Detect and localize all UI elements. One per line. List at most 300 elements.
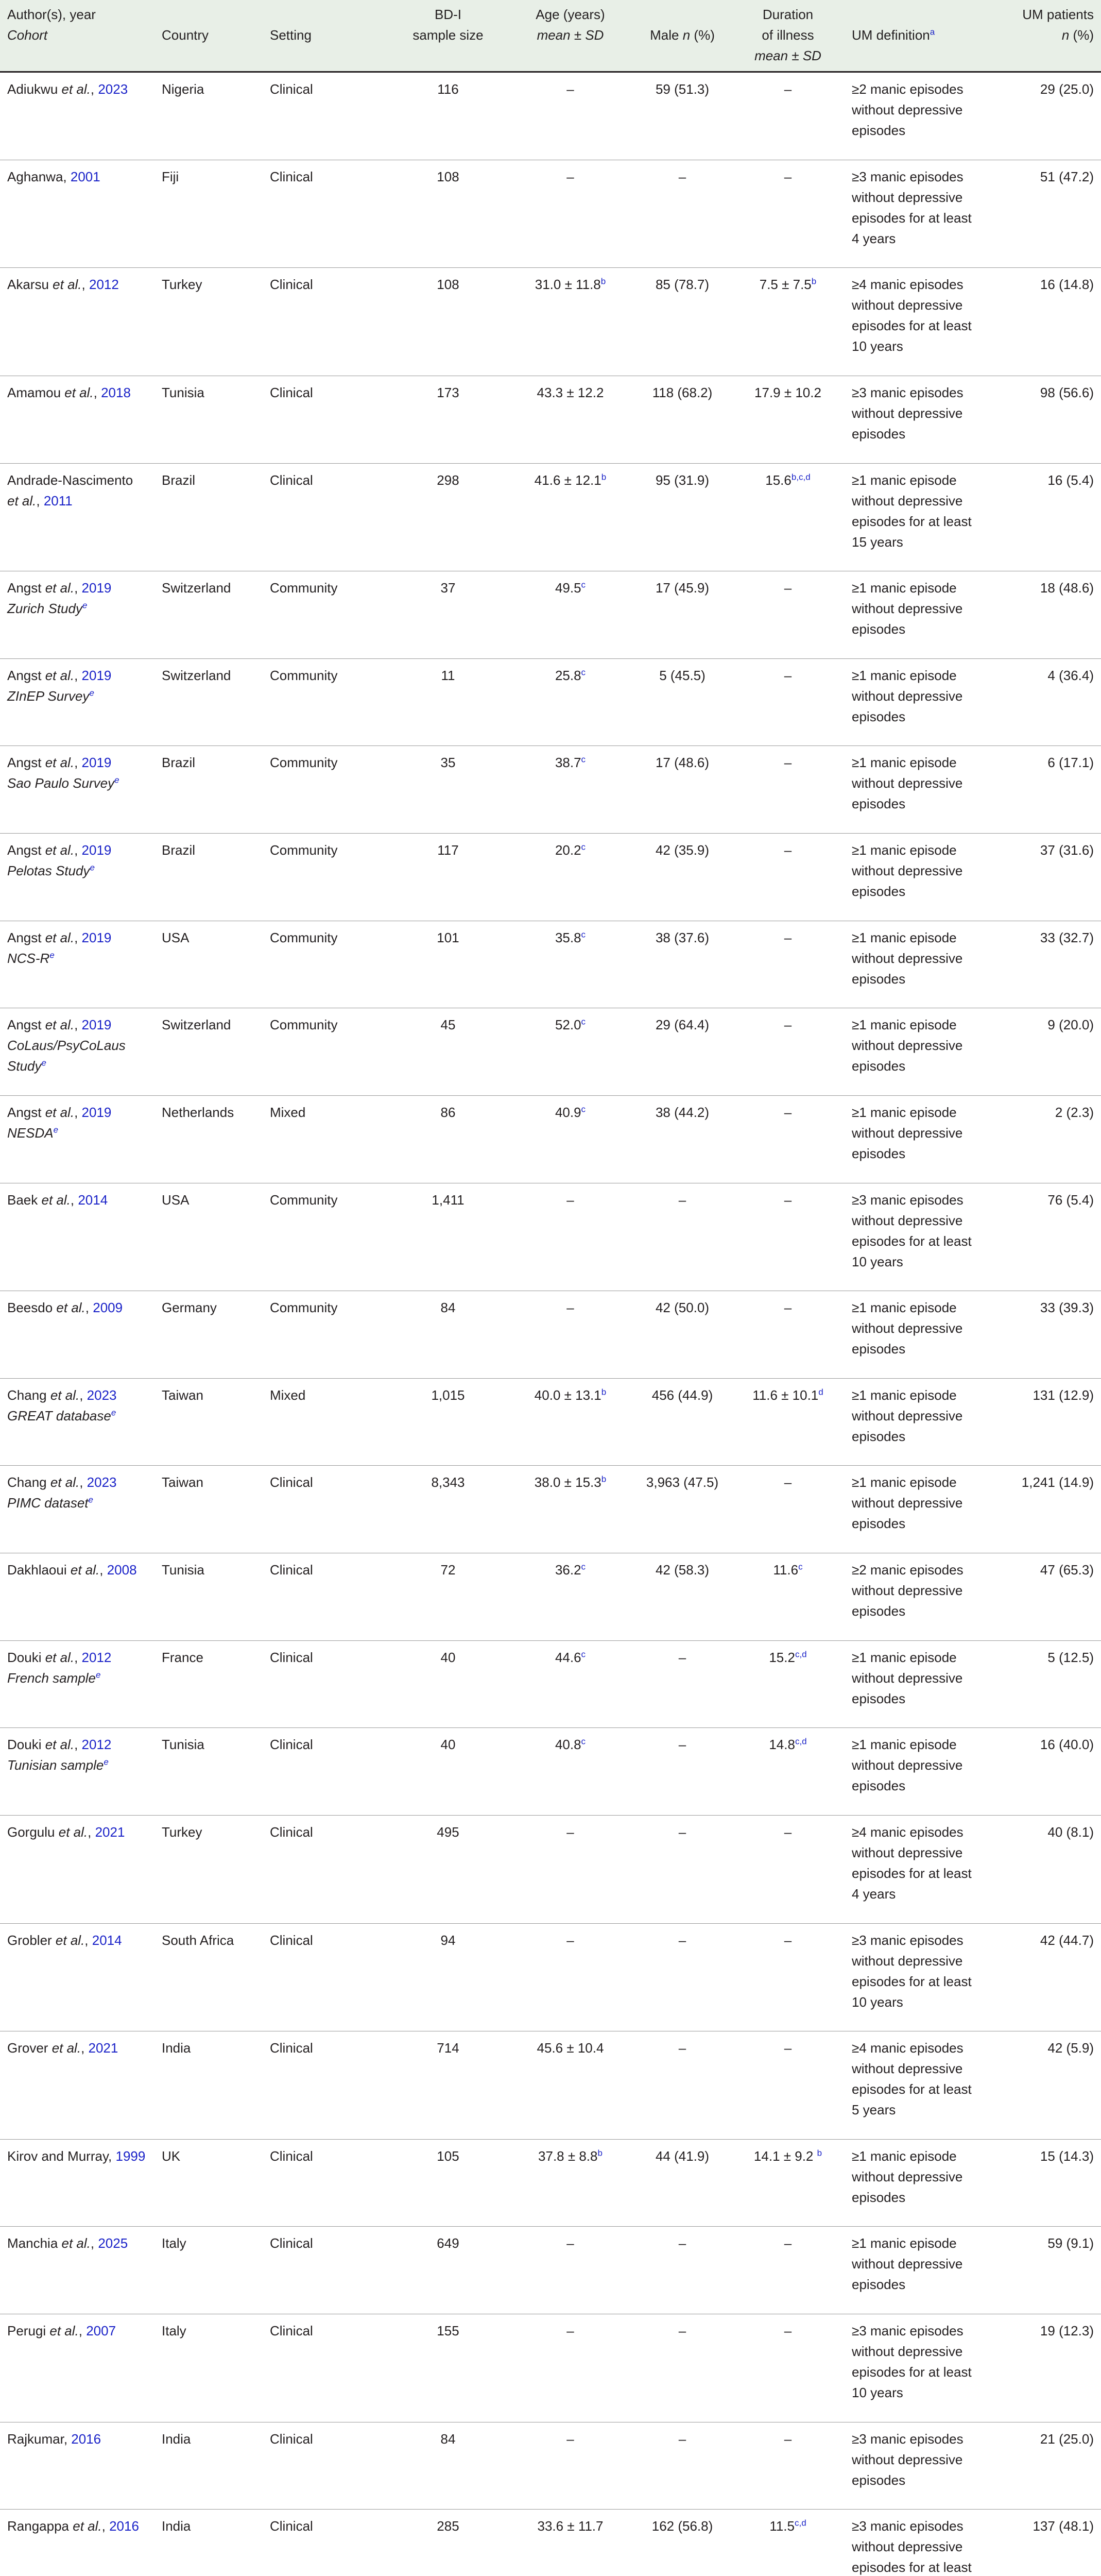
cell-sample-size: 649 [389,2227,507,2314]
table-row [0,1008,1101,1096]
cell-setting: Community [263,1291,389,1379]
cell-country: Taiwan [154,1466,263,1553]
cell-duration: – [731,1008,845,1096]
cell-age: 31.0 ± 11.8$^b$ [507,268,633,376]
table-row [0,1553,1101,1641]
cell-setting: Clinical [263,1640,389,1728]
cell-author: Chang et al., 2023 GREAT database$^e$ [0,1378,154,1466]
footnote-marker: d [818,1387,823,1397]
cell-duration: 14.1 ± 9.2 $^b$ [731,2139,845,2227]
et-al: et al. [45,667,75,683]
author-name: Baek [7,1192,42,1208]
cell-um-patients: 98 (56.6) [981,376,1101,463]
table-row [0,921,1101,1008]
cell-setting: Clinical [263,2422,389,2510]
cell-sample-size: 105 [389,2139,507,2227]
table-body [0,72,1101,2576]
cell-age: – [507,1291,633,1379]
cell-sample-size: 298 [389,463,507,571]
cell-um-patients: 16 (40.0) [981,1728,1101,1816]
table-row [0,1183,1101,1291]
cell-country: Italy [154,2314,263,2422]
cell-age: – [507,2314,633,2422]
table-row [0,1728,1101,1816]
reference-year-link[interactable]: 2012 [81,1737,112,1753]
cell-sample-size: 108 [389,160,507,268]
footnote-marker: b [601,1387,607,1397]
cell-country: Switzerland [154,1008,263,1096]
table-row [0,2422,1101,2510]
cell-um-patients: 6 (17.1) [981,746,1101,834]
et-al: et al. [49,2323,79,2338]
reference-year-link[interactable]: 1999 [115,2148,146,2164]
cell-age: – [507,2422,633,2510]
cell-setting: Clinical [263,1923,389,2031]
cell-um-patients: 47 (65.3) [981,1553,1101,1641]
cell-setting: Clinical [263,2031,389,2140]
reference-year-link[interactable]: 2001 [70,168,100,184]
cell-sample-size: 84 [389,1291,507,1379]
cell-duration: 11.6 ± 10.1$^d$ [731,1378,845,1466]
reference-year-link[interactable]: 2021 [88,2040,118,2056]
cell-sample-size: 45 [389,1008,507,1096]
cell-um-definition: ≥1 manic episode without depressive episodes [845,2227,981,2314]
cell-um-patients: 15 (14.3) [981,2139,1101,2227]
header-bdi-sample-size: BD-I sample size [389,0,507,72]
cohort-name: NCS-$R^e$ [7,950,55,966]
reference-year-link[interactable]: 2016 [71,2431,101,2447]
author-name: Angst [7,1017,45,1033]
cell-male: 162 (56.8) [633,2510,731,2576]
cell-um-definition: ≥1 manic episode without depressive episodes [845,921,981,1008]
et-al: et al. [45,1104,75,1120]
footnote-marker: c [581,842,586,852]
cell-sample-size: 1,411 [389,1183,507,1291]
cell-setting: Clinical [263,376,389,463]
cell-author: Grobler et al., 2014 [0,1923,154,2031]
cell-um-definition: ≥4 manic episodes without depressive episodes for at least 5 years [845,2031,981,2140]
footnote-marker: c [798,1562,803,1572]
cell-male: 59 (51.3) [633,72,731,160]
cell-age: 38.7$^c$ [507,746,633,834]
cell-um-patients: 37 (31.6) [981,834,1101,921]
cell-duration: – [731,160,845,268]
cell-male: 42 (58.3) [633,1553,731,1641]
cell-duration: 15.2$^{c,d}$ [731,1640,845,1728]
cell-setting: Community [263,571,389,659]
footnote-marker: b,c,d [791,471,811,482]
et-al: et al. [56,1300,85,1316]
cell-sample-size: 8,343 [389,1466,507,1553]
cell-age: – [507,1923,633,2031]
table-row [0,1640,1101,1728]
cell-age: 20.2$^c$ [507,834,633,921]
author-name: Andrade-Nascimento [7,472,133,488]
author-name: Gorgulu [7,1824,59,1840]
author-name: Angst [7,929,45,945]
cell-um-patients: 42 (5.9) [981,2031,1101,2140]
reference-year-link[interactable]: 2019 [81,929,112,945]
et-al: et al. [45,929,75,945]
cell-author: Baek et al., 2014 [0,1183,154,1291]
cell-setting: Clinical [263,2314,389,2422]
cell-male: 118 (68.2) [633,376,731,463]
author-name: Adiukwu [7,81,62,97]
et-al: et al. [61,81,91,97]
reference-year-link[interactable]: 2019 [81,667,112,683]
table-row [0,834,1101,921]
cell-male: 456 (44.9) [633,1378,731,1466]
footnote-marker: b [811,276,817,286]
reference-year-link[interactable]: 2011 [43,493,73,509]
cell-um-definition: ≥2 manic episodes without depressive episodes [845,72,981,160]
reference-year-link[interactable]: 2019 [81,1017,112,1033]
cell-author: Gorgulu et al., 2021 [0,1815,154,1923]
cell-um-patients: 42 (44.7) [981,1923,1101,2031]
cohort-name: CoLaus/PsyCoLaus Study$^e$ [7,1038,126,1074]
cell-um-definition: ≥4 manic episodes without depressive episodes for at least 4 years [845,1815,981,1923]
cell-um-patients: 33 (32.7) [981,921,1101,1008]
cell-setting: Community [263,834,389,921]
cell-sample-size: 108 [389,268,507,376]
cell-duration: – [731,921,845,1008]
table-header [0,0,1101,72]
table-row [0,1466,1101,1553]
cell-age: 33.6 ± 11.7 [507,2510,633,2576]
reference-year-link[interactable]: 2014 [78,1192,108,1208]
header-um-definition: UM definition$^a$ [845,0,981,72]
header-author: Author(s), year Cohort [0,0,154,72]
cell-country: Brazil [154,834,263,921]
cell-setting: Community [263,1183,389,1291]
cohort-name: Pelotas Study$^e$ [7,862,95,878]
table-row [0,2139,1101,2227]
cell-sample-size: 40 [389,1640,507,1728]
footnote-marker: c,d [795,2518,806,2528]
reference-year-link[interactable]: 2021 [95,1824,125,1840]
footnote-marker: c [581,1736,586,1747]
cell-sample-size: 94 [389,1923,507,2031]
cell-um-patients: 29 (25.0) [981,72,1101,160]
cell-duration: – [731,2422,845,2510]
cell-sample-size: 714 [389,2031,507,2140]
cell-um-definition: ≥1 manic episode without depressive episodes [845,746,981,834]
table-row [0,1815,1101,1923]
cell-author [0,2139,154,2227]
cell-age: 38.0 ± 15.3$^b$ [507,1466,633,1553]
cell-author: Rangappa et al., 2016 [0,2510,154,2576]
footnote-marker: b [600,276,606,286]
cell-setting: Clinical [263,1728,389,1816]
cell-author [0,160,154,268]
header-country: Country [154,0,263,72]
cell-duration: – [731,658,845,746]
cell-um-definition: ≥1 manic episode without depressive episodes [845,571,981,659]
et-al: et al. [53,277,82,293]
et-al: et al. [45,1017,75,1033]
cell-setting: Clinical [263,268,389,376]
cell-male: – [633,2227,731,2314]
cell-country: Taiwan [154,1378,263,1466]
author-name: Douki [7,1737,45,1753]
et-al: et al. [45,842,75,858]
cell-duration: 11.5$^{c,d}$ [731,2510,845,2576]
cell-country: Turkey [154,268,263,376]
cell-age: 52.0$^c$ [507,1008,633,1096]
reference-year-link[interactable]: 2016 [109,2518,139,2534]
footnote-marker: b [601,471,607,482]
reference-year-link[interactable]: 2019 [81,755,112,771]
table-row [0,2227,1101,2314]
cell-um-patients: 76 (5.4) [981,1183,1101,1291]
cell-sample-size: 116 [389,72,507,160]
reference-year-link[interactable]: 2012 [89,277,119,293]
cell-duration: 14.8$^{c,d}$ [731,1728,845,1816]
cell-um-patients: 40 (8.1) [981,1815,1101,1923]
cell-um-definition: ≥3 manic episodes without depressive episodes for at least 4 years [845,160,981,268]
cell-setting: Community [263,1008,389,1096]
cell-duration: – [731,2031,845,2140]
cell-author: Douki et al., 2012 French sample$^e$ [0,1640,154,1728]
cell-um-definition: ≥1 manic episode without depressive episodes [845,1291,981,1379]
author-name: Aghanwa, [7,168,71,184]
table-row [0,268,1101,376]
cell-setting: Community [263,921,389,1008]
cell-age: 25.8$^c$ [507,658,633,746]
cell-um-patients: 9 (20.0) [981,1008,1101,1096]
cell-um-definition: ≥1 manic episode without depressive episodes [845,834,981,921]
footnote-marker: b [817,2148,822,2158]
footnote-marker: c [581,1016,586,1027]
cell-author [0,2422,154,2510]
cell-age: – [507,1183,633,1291]
cell-age: 44.6$^c$ [507,1640,633,1728]
cell-um-definition: ≥2 manic episodes without depressive episodes [845,1553,981,1641]
footnote-marker: c,d [795,1736,807,1747]
cell-duration: – [731,1815,845,1923]
author-name: Grobler [7,1932,56,1948]
cell-country: UK [154,2139,263,2227]
cell-duration: – [731,2314,845,2422]
cell-duration: 11.6$^c$ [731,1553,845,1641]
cell-country: Nigeria [154,72,263,160]
reference-year-link[interactable]: 2018 [101,384,131,400]
cell-country: Switzerland [154,571,263,659]
et-al: et al. [45,755,75,771]
cell-um-patients: 2 (2.3) [981,1095,1101,1183]
cell-country: Italy [154,2227,263,2314]
author-name: Chang [7,1475,50,1490]
cell-male: – [633,1183,731,1291]
cell-sample-size: 285 [389,2510,507,2576]
cell-country: India [154,2422,263,2510]
cell-author: Manchia et al., 2025 [0,2227,154,2314]
footnote-marker: c [581,1649,586,1659]
cell-um-definition: ≥4 manic episodes without depressive episodes for at least 10 years [845,268,981,376]
et-al: et al. [7,493,37,509]
cell-duration: – [731,1183,845,1291]
table-row [0,1923,1101,2031]
cell-author: Angst et al., 2019 NESDA$^e$ [0,1095,154,1183]
table-row [0,160,1101,268]
cell-um-patients: 5 (12.5) [981,1640,1101,1728]
cell-setting: Mixed [263,1095,389,1183]
cohort-name: Tunisian sample$^e$ [7,1757,109,1773]
cell-um-patients: 16 (5.4) [981,463,1101,571]
cohort-name: ZInEP Survey$^e$ [7,688,94,704]
reference-year-link[interactable]: 2023 [87,1387,117,1403]
cell-country: Tunisia [154,376,263,463]
reference-year-link[interactable]: 2009 [93,1300,123,1316]
cell-setting: Clinical [263,463,389,571]
cell-male: – [633,2314,731,2422]
author-name: Grover [7,2040,52,2056]
cell-author: Dakhlaoui et al., 2008 [0,1553,154,1641]
cell-author: Grover et al., 2021 [0,2031,154,2140]
cell-sample-size: 173 [389,376,507,463]
cell-male: 85 (78.7) [633,268,731,376]
cell-duration: – [731,1923,845,2031]
cell-setting: Clinical [263,2510,389,2576]
footnote-marker: c [581,1104,586,1114]
author-name: Rajkumar, [7,2431,72,2447]
cell-um-definition: ≥1 manic episode without depressive episodes for at least 15 years [845,463,981,571]
cell-um-patients: 131 (12.9) [981,1378,1101,1466]
et-al: et al. [61,2235,91,2251]
cell-male: 29 (64.4) [633,1008,731,1096]
cell-um-definition: ≥1 manic episode without depressive episodes [845,1378,981,1466]
cell-male: – [633,1923,731,2031]
cell-male: 5 (45.5) [633,658,731,746]
reference-year-link[interactable]: 2023 [98,81,128,97]
table-row [0,1378,1101,1466]
header-age: Age (years) mean ± SD [507,0,633,72]
cell-author: Beesdo et al., 2009 [0,1291,154,1379]
cell-setting: Clinical [263,1815,389,1923]
reference-year-link[interactable]: 2007 [86,2323,116,2338]
author-name: Dakhlaoui [7,1562,71,1578]
cell-male: – [633,1815,731,1923]
cell-duration: – [731,1466,845,1553]
et-al: et al. [45,1649,75,1665]
author-name: Kirov and Murray, [7,2148,116,2164]
cell-male: 17 (45.9) [633,571,731,659]
cell-author: Angst et al., 2019 NCS-$R^e$ [0,921,154,1008]
cell-age: – [507,72,633,160]
cell-male: – [633,1640,731,1728]
cell-um-definition: ≥3 manic episodes without depressive episodes for at least 10 years [845,1183,981,1291]
reference-year-link[interactable]: 2012 [81,1649,112,1665]
cell-country: USA [154,1183,263,1291]
cell-author: Angst et al., 2019 Sao Paulo Survey$^e$ [0,746,154,834]
table-row [0,2314,1101,2422]
cell-country: Switzerland [154,658,263,746]
cell-age: 40.8$^c$ [507,1728,633,1816]
cell-author: Angst et al., 2019 CoLaus/PsyCoLaus Study$^e$ [0,1008,154,1096]
cell-author: Chang et al., 2023 PIMC dataset$^e$ [0,1466,154,1553]
cell-sample-size: 117 [389,834,507,921]
et-al: et al. [51,2040,81,2056]
cell-author: Angst et al., 2019 Zurich Study$^e$ [0,571,154,659]
table-row [0,376,1101,463]
cell-male: 3,963 (47.5) [633,1466,731,1553]
cell-um-definition: ≥3 manic episodes without depressive episodes for at least 10 years [845,2314,981,2422]
author-name: Angst [7,580,45,596]
cell-um-definition: ≥3 manic episodes without depressive episodes [845,376,981,463]
cell-age: 35.8$^c$ [507,921,633,1008]
reference-year-link[interactable]: 2014 [92,1932,122,1948]
cell-sample-size: 495 [389,1815,507,1923]
cell-age: – [507,2227,633,2314]
cell-author: Adiukwu et al., 2023 [0,72,154,160]
reference-year-link[interactable]: 2023 [87,1475,117,1490]
cell-sample-size: 1,015 [389,1378,507,1466]
cell-um-patients: 1,241 (14.9) [981,1466,1101,1553]
cell-male: 38 (44.2) [633,1095,731,1183]
cell-sample-size: 37 [389,571,507,659]
reference-year-link[interactable]: 2008 [107,1562,137,1578]
cell-setting: Clinical [263,2227,389,2314]
cell-sample-size: 40 [389,1728,507,1816]
author-name: Chang [7,1387,50,1403]
cell-duration: – [731,1291,845,1379]
et-al: et al. [70,1562,100,1578]
footnote-marker: c [581,1562,586,1572]
cell-um-patients: 19 (12.3) [981,2314,1101,2422]
cell-male: 42 (35.9) [633,834,731,921]
table-row [0,746,1101,834]
cell-um-definition: ≥3 manic episodes without depressive episodes for at least [845,2510,981,2576]
cell-um-definition: ≥3 manic episodes without depressive episodes for at least 10 years [845,1923,981,2031]
author-name: Angst [7,842,45,858]
cell-age: 41.6 ± 12.1$^b$ [507,463,633,571]
cell-male: 42 (50.0) [633,1291,731,1379]
cell-sample-size: 155 [389,2314,507,2422]
cohort-name: PIMC dataset$^e$ [7,1495,93,1511]
cell-country: Fiji [154,160,263,268]
cell-sample-size: 101 [389,921,507,1008]
cell-setting: Community [263,658,389,746]
header-um-patients: UM patients n (%) [981,0,1101,72]
cell-setting: Clinical [263,72,389,160]
cell-age: 43.3 ± 12.2 [507,376,633,463]
reference-year-link[interactable]: 2025 [98,2235,128,2251]
cell-country: Tunisia [154,1553,263,1641]
reference-year-link[interactable]: 2019 [81,842,112,858]
header-male: Male n (%) [633,0,731,72]
cell-author: Perugi et al., 2007 [0,2314,154,2422]
cell-duration: 15.6$^{b,c,d}$ [731,463,845,571]
cell-age: 37.8 ± 8.8$^b$ [507,2139,633,2227]
author-name: Angst [7,755,45,771]
cell-male: 44 (41.9) [633,2139,731,2227]
cell-setting: Community [263,746,389,834]
cell-age: 40.0 ± 13.1$^b$ [507,1378,633,1466]
cell-country: France [154,1640,263,1728]
table-row [0,1095,1101,1183]
cell-author: Angst et al., 2019 Pelotas Study$^e$ [0,834,154,921]
et-al: et al. [55,1932,85,1948]
cell-author: Akarsu et al., 2012 [0,268,154,376]
cohort-name: Sao Paulo Survey$^e$ [7,775,119,791]
cell-author: Andrade-Nascimento et al., 2011 [0,463,154,571]
header-setting: Setting [263,0,389,72]
cell-author: Amamou et al., 2018 [0,376,154,463]
table-row [0,571,1101,659]
cell-sample-size: 35 [389,746,507,834]
reference-year-link[interactable]: 2019 [81,1104,112,1120]
reference-year-link[interactable]: 2019 [81,580,112,596]
